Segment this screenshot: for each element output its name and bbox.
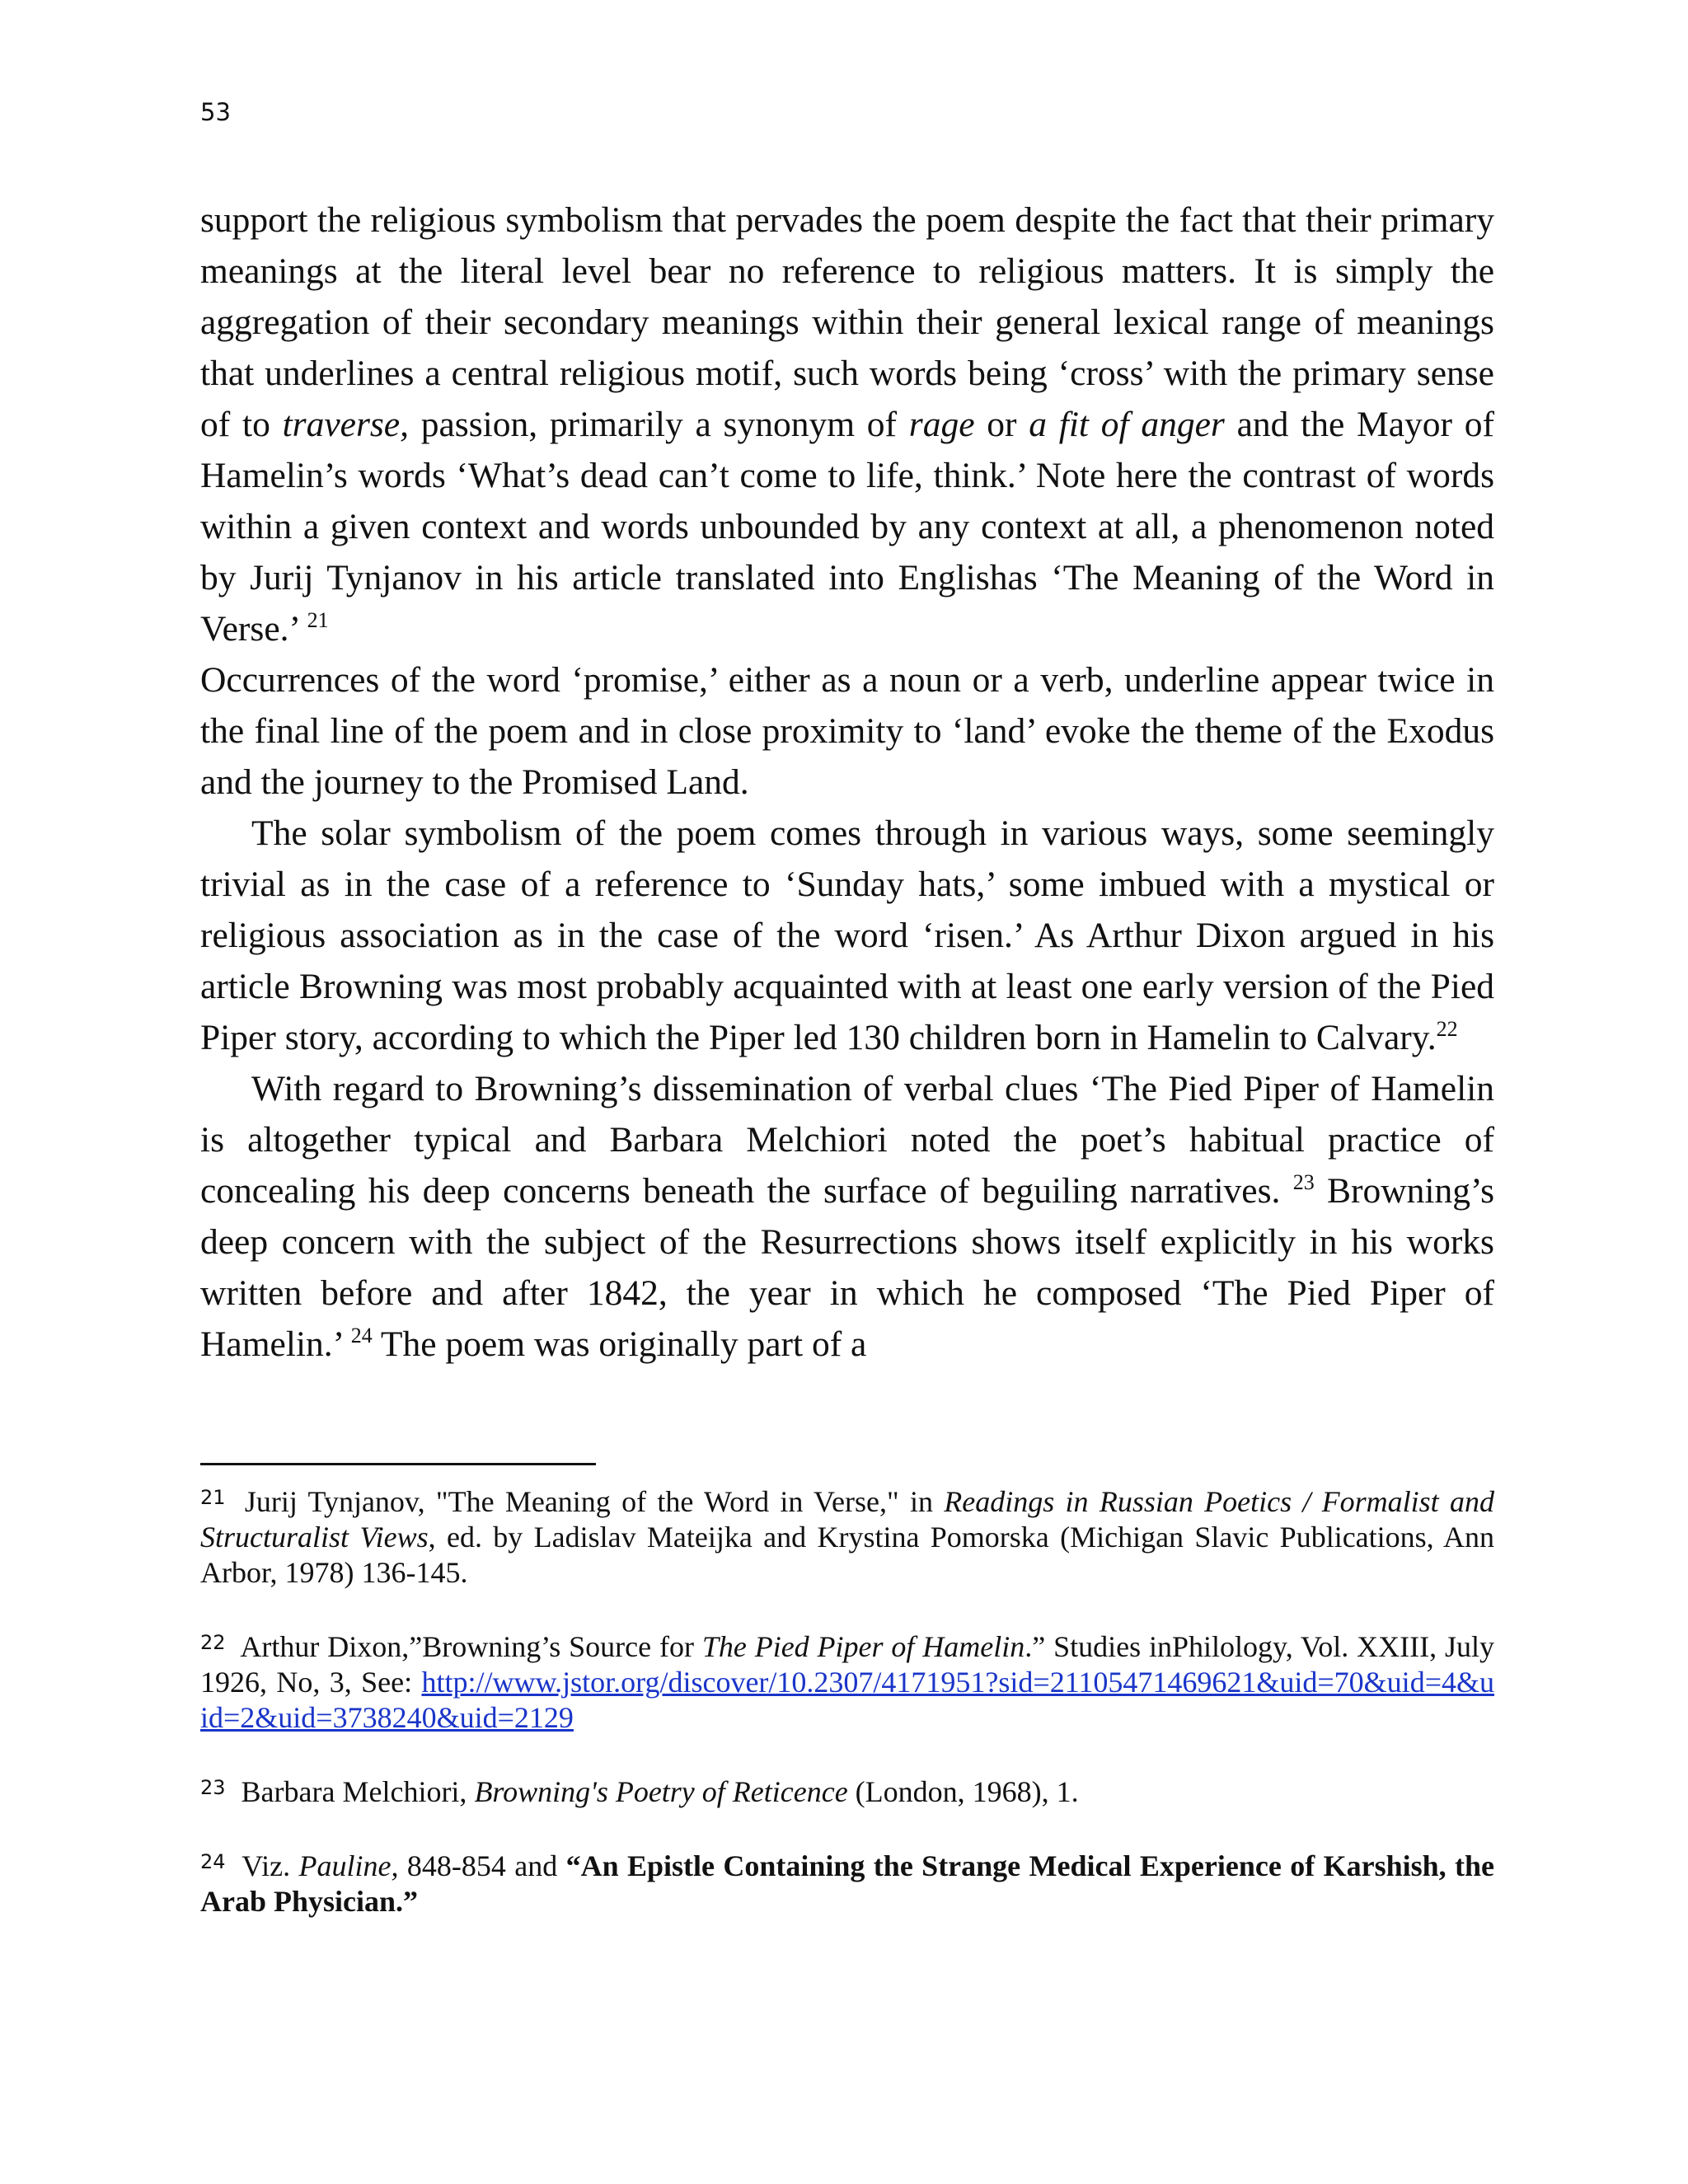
- footnote-mark: 24: [200, 1850, 226, 1873]
- footnote-mark: 21: [200, 1486, 226, 1509]
- text-run: Viz.: [233, 1849, 299, 1882]
- footnotes: [200, 1480, 1494, 1954]
- paragraph-2: Occurrences of the word ‘promise,’ either as a noun or a verb, underline appear twice in the final line of the poem and in close proximity to ‘land’ evoke the theme of the Exodus and the journey to the Promised Land.: [200, 660, 1494, 802]
- italic-text: a fit of anger: [1029, 405, 1225, 444]
- text-run: and the Mayor of Hamelin’s words ‘What’s dead can’t come to life, think.’ Note here the contrast of words within a given context and words unbounded by any context at all, a phenomenon noted by Jurij Tynjanov in his article translated into Englishas ‘The Meaning of the Word in Verse.’: [200, 405, 1494, 649]
- footnote-separator: [200, 1463, 596, 1465]
- footnote-23: [200, 1770, 1494, 1810]
- text-run: passion, primarily a synonym of: [408, 405, 909, 444]
- paragraph-1: [200, 194, 1494, 654]
- italic-text: The Pied Piper of Hamelin: [701, 1630, 1025, 1663]
- text-run: Arthur Dixon,”Browning’s Source for: [233, 1630, 702, 1663]
- bold-title: “An Epistle Containing the Strange Medical Experience of Karshish, the Arab Physician.”: [200, 1849, 1494, 1918]
- footnote-ref-24[interactable]: 24: [350, 1324, 373, 1347]
- text-run: The poem was originally part of a: [372, 1324, 867, 1364]
- paragraph-4: [200, 1063, 1494, 1370]
- paragraph-3: [200, 808, 1494, 1063]
- footnote-mark: 22: [200, 1631, 226, 1654]
- jstor-link[interactable]: http://www.jstor.org/discover/10.2307/4171951?sid=21105471469621&uid=70&uid=4&uid=2&uid=3738240&uid=2129: [200, 1666, 1494, 1734]
- footnote-ref-22[interactable]: 22: [1436, 1017, 1458, 1041]
- footnote-ref-23[interactable]: 23: [1292, 1170, 1315, 1194]
- footnote-24: [200, 1844, 1494, 1919]
- text-run: .” Studies inPhilology, Vol. XXIII, July 1926, No, 3, See:: [200, 1630, 1494, 1699]
- text-run: or: [974, 405, 1029, 444]
- text-run: support the religious symbolism that pervades the poem despite the fact that their primary meanings at the literal level bear no reference to religious matters. It is simply the aggregation of their secondary meanings within their general lexical range of meanings that underlines a central religious motif, such words being ‘cross’ with the primary sense of to: [200, 200, 1494, 444]
- footnote-ref-21[interactable]: 21: [307, 608, 329, 632]
- text-run: Browning’s deep concern with the subject of the Resurrections shows itself explicitly in his works written before and after 1842, the year in which he composed ‘The Pied Piper of Hamelin.’: [200, 1171, 1494, 1364]
- text-run: Jurij Tynjanov, "The Meaning of the Word in Verse," in: [233, 1485, 945, 1518]
- text-run: With regard to Browning’s dissemination of verbal clues ‘The Pied Piper of Hamelin is altogether typical and Barbara Melchiori noted the poet’s habitual practice of concealing his deep concerns beneath the surface of beguiling narratives.: [200, 1069, 1494, 1211]
- text-run: (London, 1968), 1.: [847, 1775, 1079, 1808]
- body-text: [200, 194, 1494, 1370]
- footnote-22: [200, 1625, 1494, 1736]
- page-number: 53: [200, 98, 231, 126]
- text-run: , ed. by Ladislav Mateijka and Krystina Pomorska (Michigan Slavic Publications, Ann Arbor, 1978) 136-145.: [200, 1521, 1495, 1589]
- italic-text: traverse,: [282, 405, 409, 444]
- italic-text: rage: [908, 405, 975, 444]
- text-run: 848-854 and: [398, 1849, 566, 1882]
- footnote-21: [200, 1480, 1494, 1591]
- italic-text: Browning's Poetry of Reticence: [474, 1775, 848, 1808]
- italic-text: Pauline,: [298, 1849, 399, 1882]
- italic-text: Readings in Russian Poetics / Formalist and Structuralist Views: [200, 1485, 1494, 1554]
- text-run: Barbara Melchiori,: [233, 1775, 475, 1808]
- footnote-mark: 23: [200, 1776, 226, 1799]
- text-run: The solar symbolism of the poem comes through in various ways, some seemingly trivial as in the case of a reference to ‘Sunday hats,’ some imbued with a mystical or religious association as in the case of the word ‘risen.’ As Arthur Dixon argued in his article Browning was most probably acquainted with at least one early version of the Pied Piper story, according to which the Piper led 130 children born in Hamelin to Calvary.: [200, 813, 1494, 1057]
